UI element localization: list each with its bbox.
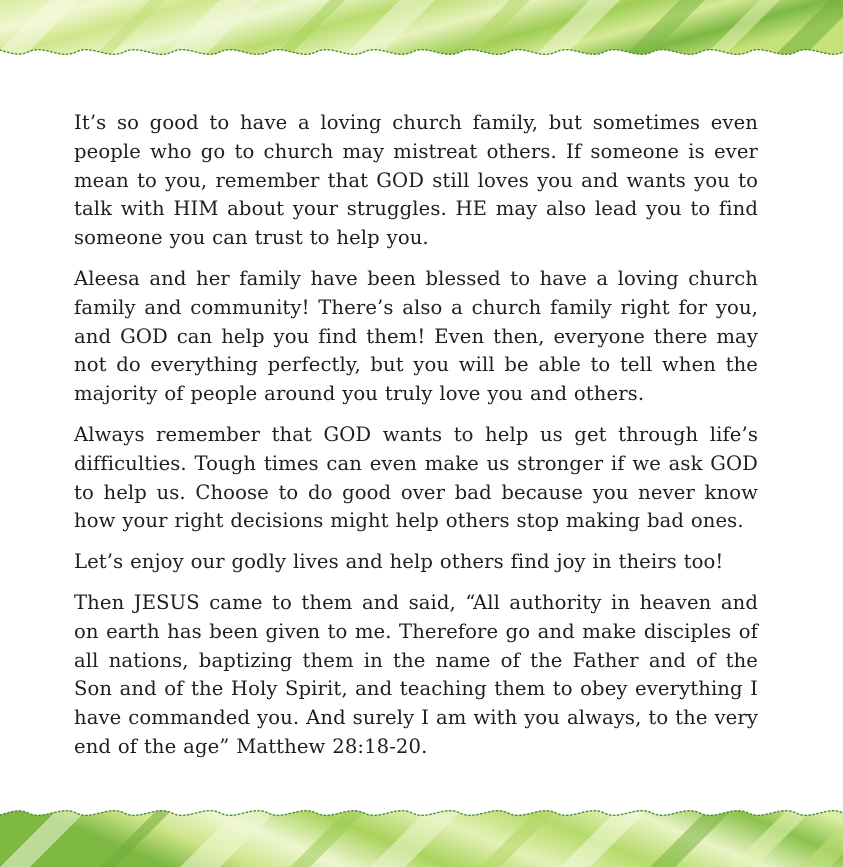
paragraph-life-difficulties: Always remember that GOD wants to help us get through life’s difficulties. Tough times can even make us stronger if we ask GOD to help us. Choose to do good over bad because you never know how your right decisions might help others stop making bad ones. <box>74 422 758 533</box>
paragraph-scripture-quote: Then JESUS came to them and said, “All authority in heaven and on earth has been given to me. Therefore go and make disciples of all nations, baptizing them in the name of the Father and of the Son and of the Holy Spirit, and teaching them to obey everything I have commanded you. And surely I am with you always, to the very end of the age” Matthew 28:18-20. <box>74 590 758 758</box>
paragraph-aleesa-family: Aleesa and her family have been blessed to have a loving church family and community! There’s also a church family right for you, and GOD can help you find them! Even then, everyone there may not do everything perfectly, but you will be able to tell when the majority of people around you truly love you and others. <box>74 266 758 406</box>
top-watercolor-banner <box>0 0 843 70</box>
paragraph-enjoy-lives: Let’s enjoy our godly lives and help others find joy in theirs too! <box>74 550 724 574</box>
top-banner-art <box>0 0 843 70</box>
main-text-body <box>74 109 758 774</box>
paragraph-church-family: It’s so good to have a loving church family, but sometimes even people who go to church may mistreat others. If someone is ever mean to you, remember that GOD still loves you and wants you to talk with HIM about your struggles. HE may also lead you to find someone you can trust to help you. <box>74 111 758 250</box>
bottom-watercolor-banner <box>0 797 843 867</box>
bottom-banner-art <box>0 797 843 867</box>
